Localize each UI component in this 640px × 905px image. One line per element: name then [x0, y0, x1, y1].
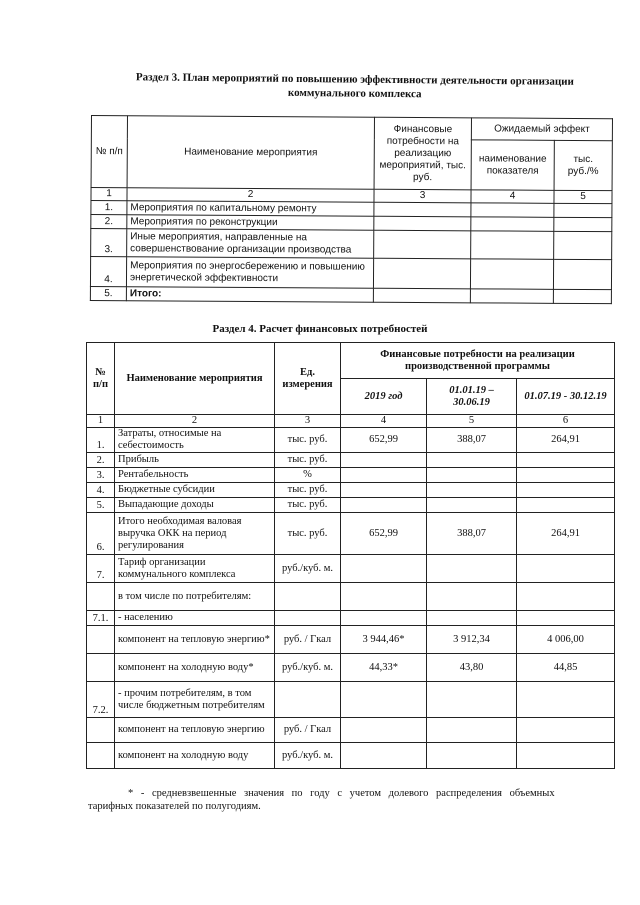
- s4-row-name: Выпадающие доходы: [115, 498, 275, 513]
- table-row: [91, 229, 612, 260]
- s4-colnum: 4: [341, 415, 427, 428]
- s3-colnum: 1: [91, 188, 127, 201]
- s4-row-unit: руб. / Гкал: [275, 626, 341, 654]
- s4-row-name: компонент на холодную воду*: [115, 654, 275, 682]
- s4-row-value-2019: 44,33*: [341, 654, 427, 682]
- table-row: [87, 513, 615, 555]
- s4-row-num: 1.: [87, 428, 115, 453]
- footnote-line2: тарифных показателей по полугодиям.: [88, 801, 261, 812]
- s4-row-name: Бюджетные субсидии: [115, 483, 275, 498]
- table-row: [87, 483, 615, 498]
- s4-row-value-period2: [517, 498, 615, 513]
- s4-row-num: 3.: [87, 468, 115, 483]
- table-row: [87, 611, 615, 626]
- s4-colnum: 1: [87, 415, 115, 428]
- s4-row-num: [87, 654, 115, 682]
- s4-row-value-2019: [341, 682, 427, 718]
- s4-row-unit: руб./куб. м.: [275, 555, 341, 583]
- s4-row-name: Затраты, относимые на себестоимость: [115, 428, 275, 453]
- s4-row-unit: руб. / Гкал: [275, 718, 341, 743]
- section4-title: Раздел 4. Расчет финансовых потребностей: [212, 323, 428, 335]
- s4-row-name: - населению: [115, 611, 275, 626]
- s4-header-period1: 01.01.19 – 30.06.19: [427, 379, 517, 415]
- s4-row-value-period1: 43,80: [427, 654, 517, 682]
- s4-row-value-2019: 652,99: [341, 513, 427, 555]
- s4-row-value-period2: [517, 682, 615, 718]
- s4-row-unit: [275, 583, 341, 611]
- s3-colnum: 3: [374, 189, 471, 203]
- s4-row-value-period1: [427, 583, 517, 611]
- table-row: [87, 555, 615, 583]
- section3-title: [110, 70, 600, 103]
- table-row: [90, 257, 611, 290]
- s4-row-value-period1: [427, 468, 517, 483]
- s4-row-value-2019: [341, 611, 427, 626]
- s4-row-value-period1: [427, 743, 517, 769]
- table-row: [87, 626, 615, 654]
- s3-header-name: Наименование мероприятия: [127, 116, 374, 190]
- table-row: [87, 468, 615, 483]
- s4-row-value-period2: [517, 453, 615, 468]
- s3-row-name: Мероприятия по капитальному ремонту: [127, 201, 374, 217]
- s3-row-num: 3.: [91, 229, 127, 257]
- table-row: [87, 453, 615, 468]
- s4-row-value-period2: [517, 555, 615, 583]
- s4-row-num: 7.: [87, 555, 115, 583]
- footnote-line1: * - средневзвешенные значения по году с учетом долевого распределения объемных: [128, 788, 555, 799]
- s4-header-2019: 2019 год: [341, 379, 427, 415]
- s4-row-value-period2: [517, 483, 615, 498]
- s4-row-num: 4.: [87, 483, 115, 498]
- s4-row-unit: тыс. руб.: [275, 428, 341, 453]
- s4-row-unit: [275, 682, 341, 718]
- s4-row-num: [87, 583, 115, 611]
- section4-table: [86, 342, 615, 769]
- s4-row-name: компонент на тепловую энергию*: [115, 626, 275, 654]
- s4-row-value-period1: [427, 555, 517, 583]
- s3-header-unit: тыс. руб./%: [554, 140, 612, 190]
- s4-row-name: в том числе по потребителям:: [115, 583, 275, 611]
- s4-row-value-2019: [341, 743, 427, 769]
- s4-row-unit: тыс. руб.: [275, 483, 341, 498]
- s3-row-name: Мероприятия по реконструкции: [127, 215, 374, 231]
- table-row: [90, 286, 611, 303]
- s4-row-value-period2: [517, 611, 615, 626]
- s4-row-value-2019: 652,99: [341, 428, 427, 453]
- s4-colnum: 3: [275, 415, 341, 428]
- s4-row-value-period2: 264,91: [517, 428, 615, 453]
- table-row: [87, 583, 615, 611]
- s4-row-value-period1: [427, 611, 517, 626]
- s4-row-value-period2: [517, 718, 615, 743]
- s4-row-num: [87, 626, 115, 654]
- s3-header-effect: Ожидаемый эффект: [471, 118, 612, 141]
- s4-header-num: № п/п: [87, 343, 115, 415]
- s3-row-num: 2.: [91, 215, 127, 229]
- table-row: [87, 682, 615, 718]
- table-row: [87, 718, 615, 743]
- s4-row-value-period1: 388,07: [427, 513, 517, 555]
- s4-row-name: Тариф организации коммунального комплекса: [115, 555, 275, 583]
- s4-row-unit: %: [275, 468, 341, 483]
- s4-row-value-period2: 44,85: [517, 654, 615, 682]
- s4-row-value-period1: [427, 718, 517, 743]
- s4-row-value-2019: [341, 453, 427, 468]
- section3-title-line1: Раздел 3. План мероприятий по повышению эффективности деятельности организации: [135, 71, 574, 88]
- s3-row-num: 4.: [90, 257, 126, 287]
- s4-row-value-period2: 264,91: [517, 513, 615, 555]
- s4-row-value-period1: [427, 453, 517, 468]
- s4-row-unit: тыс. руб.: [275, 498, 341, 513]
- footnote: [88, 787, 608, 813]
- table-row: [87, 498, 615, 513]
- s4-row-num: 5.: [87, 498, 115, 513]
- s4-header-period2: 01.07.19 - 30.12.19: [517, 379, 615, 415]
- s4-row-num: 7.2.: [87, 682, 115, 718]
- s4-colnum: 6: [517, 415, 615, 428]
- s4-row-value-period1: [427, 682, 517, 718]
- s4-row-name: Итого необходимая валовая выручка ОКК на период регулирования: [115, 513, 275, 555]
- table-row: [87, 428, 615, 453]
- s4-row-unit: [275, 611, 341, 626]
- s4-row-unit: тыс. руб.: [275, 453, 341, 468]
- s4-header-fin: Финансовые потребности на реализации производственной программы: [341, 343, 615, 379]
- s4-row-value-period2: 4 006,00: [517, 626, 615, 654]
- s4-row-num: 7.1.: [87, 611, 115, 626]
- s3-header-indicator: наименование показателя: [471, 140, 554, 191]
- s4-row-value-period1: 388,07: [427, 428, 517, 453]
- s4-row-value-2019: [341, 498, 427, 513]
- s4-row-unit: руб./куб. м.: [275, 654, 341, 682]
- s4-colnum: 5: [427, 415, 517, 428]
- s3-row-name: Мероприятия по энергосбережению и повышению энергетической эффективности: [126, 257, 373, 289]
- s3-colnum: 5: [554, 190, 612, 203]
- s4-row-value-2019: 3 944,46*: [341, 626, 427, 654]
- s4-row-name: - прочим потребителям, в том числе бюджетным потребителям: [115, 682, 275, 718]
- s4-row-value-2019: [341, 555, 427, 583]
- s4-row-name: компонент на тепловую энергию: [115, 718, 275, 743]
- section3-title-line2: коммунального комплекса: [287, 86, 422, 101]
- s4-header-name: Наименование мероприятия: [115, 343, 275, 415]
- s4-row-num: [87, 743, 115, 769]
- s4-row-num: [87, 718, 115, 743]
- s4-row-value-period1: [427, 483, 517, 498]
- s4-row-unit: тыс. руб.: [275, 513, 341, 555]
- s3-row-num: 5.: [90, 286, 126, 300]
- s4-row-name: Прибыль: [115, 453, 275, 468]
- s3-colnum: 2: [127, 188, 374, 203]
- s3-header-fin: Финансовые потребности на реализацию мероприятий, тыс. руб.: [374, 117, 471, 190]
- s3-colnum: 4: [471, 190, 554, 204]
- s4-row-name: компонент на холодную воду: [115, 743, 275, 769]
- s4-row-value-period1: [427, 498, 517, 513]
- s3-row-name: Иные мероприятия, направленные на совершенствование организации производства: [127, 229, 374, 259]
- table-row: [87, 654, 615, 682]
- s4-row-value-2019: [341, 718, 427, 743]
- s4-colnum: 2: [115, 415, 275, 428]
- s4-row-num: 6.: [87, 513, 115, 555]
- s3-row-name: Итого:: [126, 287, 373, 303]
- s4-row-value-period1: 3 912,34: [427, 626, 517, 654]
- s4-row-value-period2: [517, 468, 615, 483]
- s4-row-value-2019: [341, 468, 427, 483]
- s4-row-value-2019: [341, 583, 427, 611]
- table-row: [87, 743, 615, 769]
- s3-row-num: 1.: [91, 201, 127, 215]
- s4-row-value-2019: [341, 483, 427, 498]
- s4-row-unit: руб./куб. м.: [275, 743, 341, 769]
- s4-row-value-period2: [517, 583, 615, 611]
- s4-row-value-period2: [517, 743, 615, 769]
- s4-header-unit: Ед. измерения: [275, 343, 341, 415]
- s3-header-num: № п/п: [91, 116, 127, 188]
- section3-table: [90, 115, 613, 304]
- s4-row-num: 2.: [87, 453, 115, 468]
- s4-row-name: Рентабельность: [115, 468, 275, 483]
